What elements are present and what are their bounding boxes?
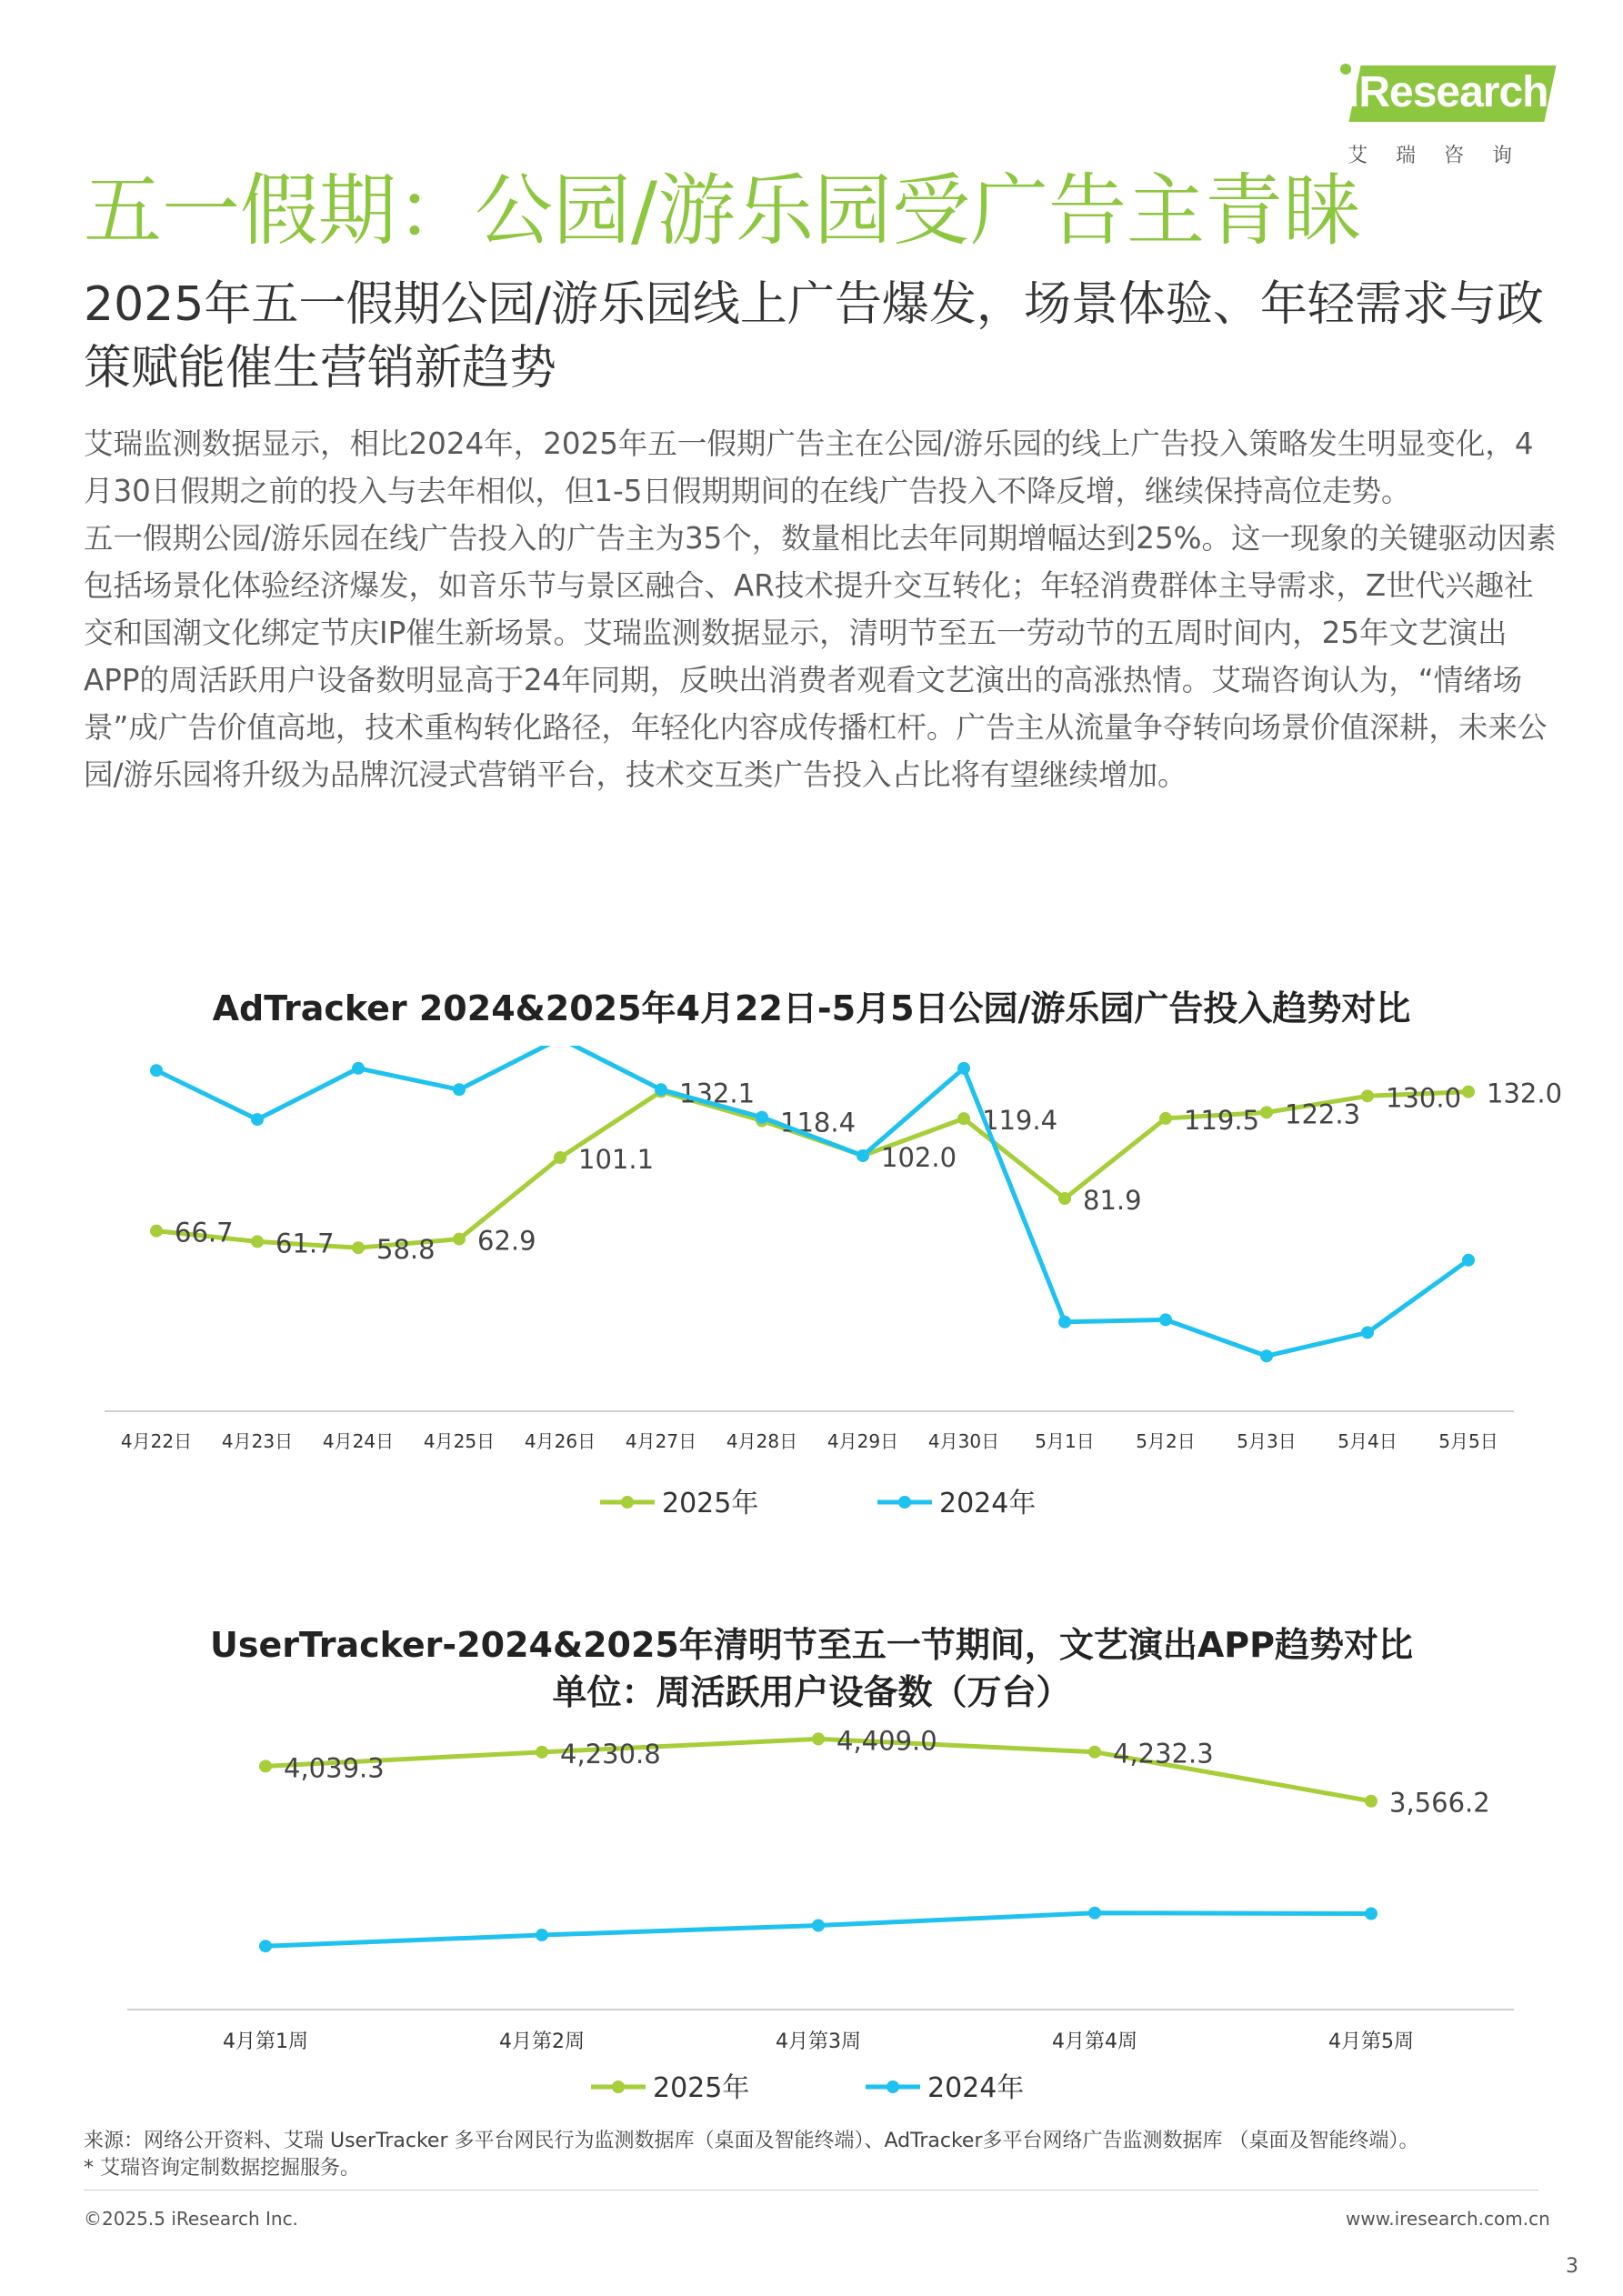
data-point bbox=[453, 1233, 466, 1246]
data-point bbox=[251, 1113, 264, 1126]
data-point bbox=[1260, 1349, 1273, 1362]
data-label: 101.1 bbox=[578, 1144, 655, 1176]
legend-label: 2025年 bbox=[653, 2072, 750, 2104]
data-point bbox=[1462, 1086, 1475, 1098]
x-tick-label: 5月4日 bbox=[1337, 1430, 1398, 1452]
data-label: 3,566.2 bbox=[1389, 1787, 1490, 1819]
legend-marker bbox=[898, 1496, 911, 1509]
data-point bbox=[1365, 1908, 1378, 1920]
body-text bbox=[84, 420, 1557, 798]
x-tick-label: 4月第4周 bbox=[1052, 2030, 1137, 2053]
data-point bbox=[536, 1929, 548, 1941]
legend-marker bbox=[621, 1496, 634, 1509]
data-point bbox=[536, 1746, 548, 1759]
data-point bbox=[812, 1732, 825, 1745]
x-tick-label: 4月24日 bbox=[322, 1430, 395, 1452]
x-tick-label: 4月28日 bbox=[726, 1430, 798, 1452]
data-label: 130.0 bbox=[1386, 1082, 1462, 1114]
x-tick-label: 4月26日 bbox=[524, 1430, 596, 1452]
data-label: 4,230.8 bbox=[560, 1738, 661, 1770]
x-tick-label: 4月23日 bbox=[221, 1430, 294, 1452]
data-point bbox=[352, 1062, 365, 1075]
series-line-1 bbox=[156, 1046, 1468, 1356]
legend-label: 2025年 bbox=[662, 1488, 759, 1519]
data-label: 58.8 bbox=[376, 1234, 436, 1266]
paragraph-2: 五一假期公园/游乐园在线广告投入的广告主为35个，数量相比去年同期增幅达到25%。这一现象的关键驱动因素包括场景化体验经济爆发，如音乐节与景区融合、AR技术提升交互转化；年轻消费群体主导需求，Z世代兴趣社交和国潮文化绑定节庆IP催生新场景。艾瑞监测数据显示，清明节至五一劳动节的五周时间内，25年文艺演出APP的周活跃用户设备数明显高于24年同期，反映出消费者观看文艺演出的高涨热情。艾瑞咨询认为，“情绪场景”成广告价值高地，技术重构转化路径，年轻化内容成传播杠杆。广告主从流量争夺转向场景价值深耕，未来公园/游乐园将升级为品牌沉浸式营销平台，技术交互类广告投入占比将有望继续增加。 bbox=[84, 521, 1557, 792]
x-tick-label: 4月第1周 bbox=[223, 2030, 308, 2053]
website-url: www.iresearch.com.cn bbox=[1346, 2208, 1550, 2230]
logo-name: iResearch bbox=[1347, 68, 1548, 116]
data-point bbox=[655, 1083, 667, 1096]
source-text: 来源：网络公开资料、艾瑞 UserTracker 多平台网民行为监测数据库（桌面及智能终端）、AdTracker多平台网络广告监测数据库 （桌面及智能终端）。 bbox=[84, 2130, 1419, 2152]
data-point bbox=[1058, 1192, 1071, 1205]
data-label: 81.9 bbox=[1083, 1185, 1142, 1217]
x-tick-label: 4月第5周 bbox=[1328, 2030, 1414, 2053]
chart2-subtitle: 单位：周活跃用户设备数（万台） bbox=[552, 1672, 1071, 1712]
chart2-svg bbox=[0, 1728, 1623, 2119]
data-label: 66.7 bbox=[175, 1217, 234, 1248]
data-point bbox=[453, 1083, 466, 1096]
data-point bbox=[1088, 1907, 1101, 1920]
paragraph-1: 艾瑞监测数据显示，相比2024年，2025年五一假期广告主在公园/游乐园的线上广告投入策略发生明显变化，4月30日假期之前的投入与去年相似，但1-5日假期期间的在线广告投入不降反增，继续保持高位走势。 bbox=[84, 426, 1534, 508]
data-point bbox=[857, 1149, 869, 1162]
x-tick-label: 4月第2周 bbox=[499, 2030, 585, 2053]
data-label: 61.7 bbox=[276, 1228, 335, 1259]
data-point bbox=[554, 1151, 566, 1164]
x-tick-label: 4月30日 bbox=[927, 1430, 1000, 1452]
chart2-title: UserTracker-2024&2025年清明节至五一节期间，文艺演出APP趋势对比 bbox=[210, 1625, 1413, 1665]
data-label: 4,409.0 bbox=[837, 1728, 937, 1757]
chart1-svg bbox=[0, 1046, 1623, 1555]
data-label: 4,232.3 bbox=[1113, 1738, 1214, 1770]
data-label: 132.0 bbox=[1487, 1078, 1563, 1109]
data-label: 122.3 bbox=[1285, 1098, 1361, 1130]
data-point bbox=[812, 1920, 825, 1932]
data-point bbox=[1159, 1112, 1172, 1125]
data-label: 118.4 bbox=[780, 1107, 857, 1138]
data-point bbox=[259, 1760, 272, 1772]
data-point bbox=[1365, 1795, 1378, 1808]
legend-label: 2024年 bbox=[939, 1488, 1037, 1519]
data-label: 4,039.3 bbox=[284, 1752, 385, 1784]
data-point bbox=[957, 1112, 970, 1125]
x-tick-label: 4月25日 bbox=[423, 1430, 496, 1452]
data-point bbox=[1260, 1106, 1273, 1118]
data-point bbox=[1159, 1313, 1172, 1326]
legend-marker bbox=[887, 2080, 899, 2093]
page-title: 五一假期：公园/游乐园受广告主青睐 bbox=[84, 165, 1361, 256]
data-point bbox=[1462, 1254, 1475, 1267]
data-label: 119.4 bbox=[982, 1105, 1058, 1137]
data-point bbox=[259, 1940, 272, 1952]
data-label: 119.5 bbox=[1184, 1104, 1260, 1136]
chart1-title: AdTracker 2024&2025年4月22日-5月5日公园/游乐园广告投入趋势对比 bbox=[212, 988, 1411, 1028]
data-point bbox=[150, 1225, 163, 1238]
x-tick-label: 4月29日 bbox=[827, 1430, 899, 1452]
data-point bbox=[756, 1111, 768, 1124]
data-point bbox=[251, 1235, 264, 1248]
data-point bbox=[1088, 1746, 1101, 1759]
page-number: 3 bbox=[1566, 2255, 1578, 2278]
data-label: 132.1 bbox=[679, 1078, 756, 1109]
legend-marker bbox=[612, 2080, 625, 2093]
copyright: ©2025.5 iResearch Inc. bbox=[84, 2208, 298, 2230]
page-subtitle: 2025年五一假期公园/游乐园线上广告爆发，场景体验、年轻需求与政策赋能催生营销新趋势 bbox=[84, 277, 1544, 396]
x-tick-label: 5月5日 bbox=[1438, 1430, 1498, 1452]
data-label: 102.0 bbox=[881, 1141, 957, 1173]
data-point bbox=[1361, 1326, 1374, 1338]
x-tick-label: 4月第3周 bbox=[776, 2030, 861, 2053]
data-point bbox=[1361, 1089, 1374, 1102]
x-tick-label: 5月3日 bbox=[1237, 1430, 1297, 1452]
footer-divider bbox=[84, 2190, 1538, 2191]
x-tick-label: 4月22日 bbox=[120, 1430, 193, 1452]
iresearch-logo bbox=[1327, 64, 1573, 173]
source-note bbox=[84, 2128, 1575, 2182]
x-tick-label: 5月1日 bbox=[1035, 1430, 1095, 1452]
data-point bbox=[150, 1064, 163, 1077]
x-tick-label: 4月27日 bbox=[625, 1430, 697, 1452]
legend-label: 2024年 bbox=[927, 2072, 1025, 2104]
data-label: 62.9 bbox=[477, 1225, 536, 1257]
data-point bbox=[352, 1241, 365, 1254]
logo-subtitle: 艾瑞咨询 bbox=[1347, 145, 1541, 167]
data-point bbox=[1058, 1316, 1071, 1328]
data-point bbox=[957, 1062, 970, 1075]
x-tick-label: 5月2日 bbox=[1136, 1430, 1196, 1452]
source-footnote: * 艾瑞咨询定制数据挖掘服务。 bbox=[84, 2157, 360, 2180]
